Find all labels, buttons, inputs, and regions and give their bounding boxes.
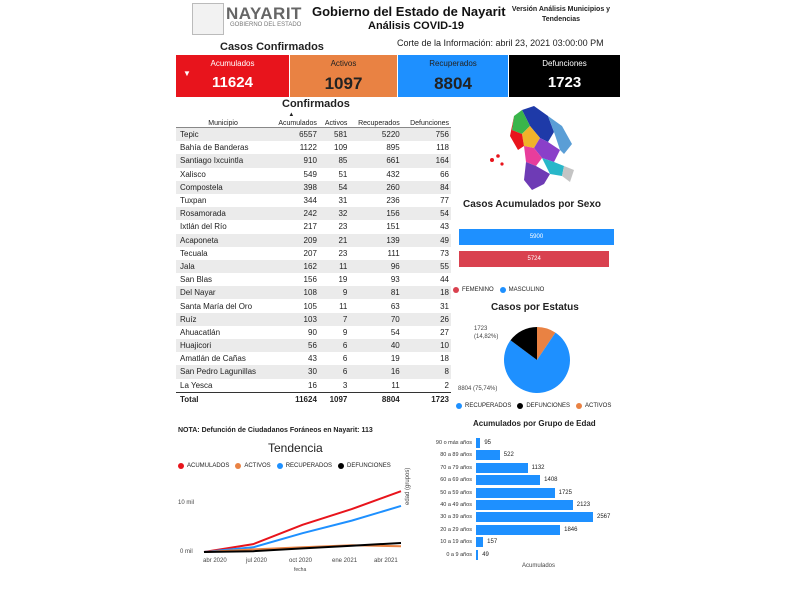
x-tick-label: abr 2021 [374,558,398,564]
age-bar[interactable] [476,525,560,535]
age-group-label: 0 a 9 años [446,551,472,558]
legend-dot [500,287,506,293]
value-cell: 40 [349,339,401,352]
legend-label[interactable]: DEFUNCIONES [347,463,391,469]
age-bar-value: 522 [503,452,514,459]
kpi-value: 1097 [324,74,363,93]
bar-label: 5724 [527,256,541,262]
table-row[interactable] [176,379,451,393]
value-cell: 6 [319,339,349,352]
value-cell: 2 [444,380,449,390]
total-label: Total [176,392,270,407]
legend-label[interactable]: MASCULINO [508,287,545,293]
municipio-cell: Xalisco [180,169,206,179]
table-row[interactable] [176,128,451,142]
legend-dot [456,403,462,409]
value-cell: 103 [270,313,319,326]
legend-label[interactable]: FEMENINO [462,287,494,293]
page-title: Gobierno del Estado de Nayarit [312,4,506,19]
value-cell: 156 [303,275,317,285]
trend-chart-title: Tendencia [268,441,323,455]
municipio-cell: Bahía de Banderas [180,143,249,153]
age-group-label: 80 a 89 años [440,452,472,459]
municipio-cell: Acaponeta [176,234,270,247]
bar-masculino[interactable] [459,229,614,245]
age-bar[interactable] [476,500,573,510]
edad-bar-chart[interactable] [424,438,624,563]
age-bar[interactable] [476,488,555,498]
value-cell: 16 [308,380,317,390]
kpi-label: Recuperados [429,59,477,68]
value-cell: 93 [390,275,400,285]
value-cell: 910 [270,154,319,167]
value-cell: 207 [303,248,317,258]
kpi-value: 11624 [212,74,253,91]
value-cell: 31 [338,196,348,206]
value-cell: 16 [349,365,401,378]
value-cell: 111 [387,248,400,258]
kpi-recuperados[interactable] [398,55,508,97]
logo-subtext: GOBIERNO DEL ESTADO [230,22,302,28]
legend-label[interactable]: ACTIVOS [244,463,271,469]
y-tick-label: 0 mil [180,549,193,555]
table-row[interactable] [176,299,451,312]
trend-line-acumulados[interactable] [204,491,401,552]
value-cell: 162 [270,260,319,273]
value-cell: 9 [342,327,348,337]
age-bar[interactable] [476,550,478,560]
pie-label-recuperados: 8804 (75,74%) [458,386,498,392]
value-cell: 217 [303,222,317,232]
municipio-cell: Santa María del Oro [180,301,253,311]
legend-label[interactable]: DEFUNCIONES [526,403,571,409]
municipio-cell: Ahuacatlán [180,327,221,337]
value-cell: 43 [440,222,449,232]
value-cell: 209 [270,234,319,247]
version-link[interactable]: Versión Análisis Municipios y Tendencias [511,6,611,23]
value-cell: 549 [303,169,317,179]
value-cell: 151 [386,222,400,232]
municipio-cell: Del Nayar [176,286,270,299]
x-tick-label: oct 2020 [289,558,313,564]
municipio-cell: San Blas [180,275,213,285]
table-row[interactable] [176,313,451,326]
page-subtitle: Análisis COVID-19 [368,20,464,32]
value-cell: 49 [402,234,451,247]
legend-label[interactable]: RECUPERADOS [285,463,333,469]
x-tick-label: jul 2020 [246,558,268,564]
map-island[interactable] [500,162,503,165]
column-header[interactable]: Municipio [176,111,270,128]
age-bar[interactable] [476,438,480,448]
age-bar-row[interactable] [424,537,497,547]
value-cell: 31 [440,301,449,311]
value-cell: 30 [270,365,319,378]
age-bar-value: 95 [484,440,492,446]
legend-label[interactable]: ACTIVOS [585,403,612,409]
value-cell: 3 [342,380,348,390]
municipios-table [176,111,451,407]
table-row[interactable] [176,260,451,273]
table-row[interactable] [176,352,451,365]
data-cutoff-date: Corte de la Información: abril 23, 2021 03:00:00 PM [397,38,604,48]
value-cell: 11 [319,260,349,273]
value-cell: 581 [319,128,349,142]
age-bar-value: 2567 [597,514,611,521]
value-cell: 23 [338,222,348,232]
age-group-label: 60 a 69 años [440,477,472,484]
value-cell: 242 [270,207,319,220]
table-title: Confirmados [282,98,350,110]
age-group-label: 90 o más años [435,440,472,446]
age-bar-row[interactable] [424,550,489,560]
total-cell: 11624 [270,392,319,407]
table-row[interactable] [176,220,451,233]
kpi-activos[interactable] [290,55,397,97]
value-cell: 1122 [299,143,317,153]
column-header[interactable]: Recuperados [349,111,401,128]
table-row[interactable] [176,247,451,260]
x-tick-label: ene 2021 [332,558,358,564]
kpi-value: 8804 [434,74,472,93]
age-group-label: 70 a 79 años [440,464,472,471]
value-cell: 6 [342,354,348,364]
pie-label-defunciones: 1723 (14,82%) [474,326,499,340]
value-cell: 118 [436,143,449,153]
municipio-cell: La Yesca [180,380,213,390]
legend-dot [178,463,184,469]
note-text: NOTA: Defunción de Ciudadanos Foráneos en Nayarit: 113 [178,427,373,434]
bar-label: 5900 [529,234,544,240]
column-header-sorted[interactable] [270,111,319,128]
kpi-acumulados[interactable] [176,55,289,97]
value-cell: 108 [270,286,319,299]
municipio-cell: Huajicori [176,339,270,352]
kpi-defunciones[interactable] [509,55,620,97]
value-cell: 56 [270,339,319,352]
municipio-cell: Rosamorada [176,207,270,220]
edad-x-axis-label: Acumulados [522,563,556,569]
trend-legend [178,463,391,469]
age-group-label: 20 a 29 años [440,526,472,533]
age-group-label: 30 a 39 años [440,514,472,521]
value-cell: 66 [440,169,449,179]
age-bar-value: 49 [482,551,489,558]
municipio-cell: Tepic [176,128,270,142]
kpi-label: Activos [330,59,357,68]
value-cell: 11 [339,301,348,311]
table-row[interactable] [176,181,451,194]
age-bar-row[interactable] [424,512,610,522]
value-cell: 96 [349,260,401,273]
value-cell: 85 [319,154,349,167]
value-cell: 18 [440,354,449,364]
age-bar[interactable] [476,463,528,473]
value-cell: 7 [319,313,349,326]
table-total-row [176,392,451,407]
map-region[interactable] [562,166,574,182]
municipio-cell: San Pedro Lagunillas [176,365,270,378]
value-cell: 895 [386,143,400,153]
value-cell: 109 [334,143,348,153]
value-cell: 54 [402,207,451,220]
legend-dot [576,403,582,409]
value-cell: 90 [308,327,317,337]
estatus-chart-title: Casos por Estatus [491,302,579,313]
x-tick-label: abr 2020 [203,558,227,564]
municipio-cell: Ixtlán del Río [180,222,227,232]
value-cell: 43 [308,354,317,364]
legend-dot [517,403,523,409]
column-header[interactable]: Activos [319,111,349,128]
estatus-pie[interactable] [502,325,572,395]
municipio-cell: Tecuala [180,248,208,258]
total-cell: 1723 [402,392,451,407]
value-cell: 63 [390,301,400,311]
municipio-cell: Tuxpan [180,196,207,206]
trend-line-chart[interactable] [200,480,405,556]
estatus-legend [456,403,611,409]
value-cell: 51 [338,169,348,179]
legend-dot [338,463,344,469]
section-title: Casos Confirmados [220,41,324,53]
value-cell: 54 [319,181,349,194]
nayarit-map[interactable] [478,104,582,194]
y-tick-label: 10 mil [178,500,195,506]
value-cell: 756 [402,128,451,142]
table-row[interactable] [176,234,451,247]
table-row[interactable] [176,365,451,378]
total-cell: 1097 [319,392,349,407]
value-cell: 236 [386,196,400,206]
logo-text: NAYARIT [226,4,302,23]
table-row[interactable] [176,141,451,154]
value-cell: 344 [303,196,317,206]
municipio-cell: Jala [176,260,270,273]
age-bar-value: 1846 [564,526,578,533]
legend-dot [277,463,283,469]
value-cell: 26 [402,313,451,326]
value-cell: 54 [390,327,400,337]
value-cell: 6557 [270,128,319,142]
value-cell: 18 [402,286,451,299]
kpi-label: Defunciones [542,59,587,68]
value-cell: 139 [349,234,401,247]
value-cell: 70 [349,313,401,326]
age-bar-row[interactable] [424,500,590,510]
value-cell: 10 [402,339,451,352]
value-cell: 432 [386,169,400,179]
age-bar[interactable] [476,475,540,485]
value-cell: 156 [349,207,401,220]
municipio-cell: Santiago Ixcuintla [176,154,270,167]
value-cell: 32 [319,207,349,220]
value-cell: 21 [319,234,349,247]
table-row[interactable] [176,168,451,181]
value-cell: 44 [440,275,449,285]
map-island[interactable] [490,158,494,162]
age-bar-value: 1725 [558,489,572,496]
value-cell: 260 [349,181,401,194]
table-row[interactable] [176,326,451,339]
municipio-cell: Ruíz [176,313,270,326]
value-cell: 6 [319,365,349,378]
value-cell: 55 [402,260,451,273]
value-cell: 398 [270,181,319,194]
table-row[interactable] [176,273,451,286]
age-bar-value: 2123 [576,502,591,508]
value-cell: 81 [349,286,401,299]
age-bar-row[interactable] [424,463,545,473]
column-header-label: Acumulados [278,120,317,127]
value-cell: 9 [319,286,349,299]
value-cell: 23 [338,248,348,258]
age-bar[interactable] [476,512,593,522]
legend-dot [235,463,241,469]
age-bar-value: 157 [487,539,498,546]
sexo-chart-title: Casos Acumulados por Sexo [463,199,601,210]
age-bar[interactable] [476,537,483,547]
edad-y-axis-label: edad (grupos) [405,467,411,505]
age-bar-value: 1132 [531,464,545,471]
age-group-label: 50 a 59 años [440,489,472,496]
value-cell: 19 [390,354,400,364]
map-island[interactable] [496,154,500,158]
age-bar[interactable] [476,450,500,460]
value-cell: 73 [440,248,449,258]
state-seal-icon [192,3,224,35]
kpi-value: 1723 [547,74,582,91]
value-cell: 105 [303,301,317,311]
sexo-legend [453,287,544,293]
value-cell: 27 [440,327,449,337]
value-cell: 8 [402,365,451,378]
table-row[interactable] [176,194,451,207]
drill-down-arrow-icon[interactable]: ▼ [183,69,191,78]
edad-chart-title: Acumulados por Grupo de Edad [473,419,596,428]
value-cell: 19 [338,275,348,285]
municipio-cell: Compostela [176,181,270,194]
table-row[interactable] [176,207,451,220]
bar-femenino[interactable] [459,251,609,267]
table-row[interactable] [176,286,451,299]
column-header[interactable]: Defunciones [402,111,451,128]
map-region[interactable] [524,162,550,190]
age-bar-row[interactable] [424,450,514,460]
age-bar-value: 1408 [544,477,558,484]
value-cell: 84 [402,181,451,194]
age-group-label: 40 a 49 años [440,502,472,508]
municipio-cell: Amatlán de Cañas [180,354,246,364]
value-cell: 11 [391,380,400,390]
age-bar-row[interactable] [424,525,577,535]
value-cell: 5220 [349,128,401,142]
value-cell: 164 [402,154,451,167]
sort-desc-icon[interactable]: ▲ [288,112,295,118]
age-bar-row[interactable] [424,438,491,448]
value-cell: 661 [349,154,401,167]
age-group-label: 10 a 19 años [440,539,472,546]
age-bar-row[interactable] [424,475,558,485]
value-cell: 77 [440,196,449,206]
table-row[interactable] [176,154,451,167]
age-bar-row[interactable] [424,488,572,498]
legend-dot [453,287,459,293]
x-axis-label: fecha [294,567,307,573]
legend-label[interactable]: RECUPERADOS [465,403,512,409]
total-cell: 8804 [349,392,401,407]
kpi-label: Acumulados [210,59,255,68]
table-row[interactable] [176,339,451,352]
legend-label[interactable]: ACUMULADOS [187,463,230,469]
